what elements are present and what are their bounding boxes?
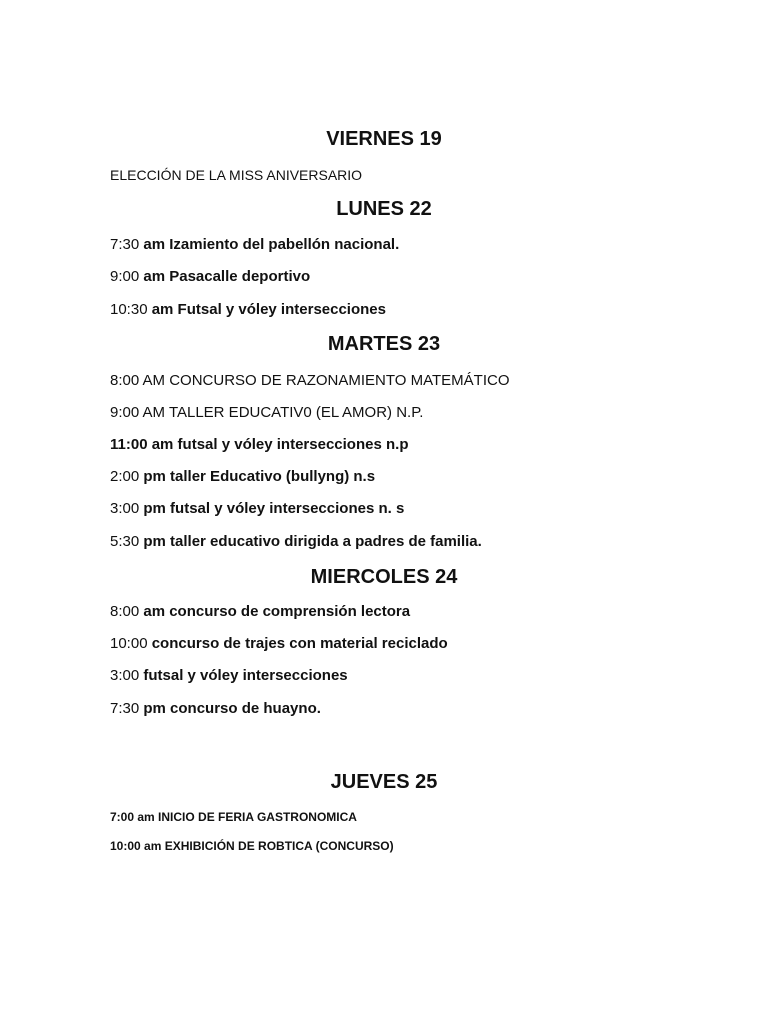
schedule-line (110, 267, 750, 287)
day-heading-lunes: LUNES 22 (336, 198, 432, 220)
event-time: 7:00 (110, 810, 135, 824)
event-text: am concurso de comprensión lectora (139, 603, 411, 620)
day-heading-jueves: JUEVES 25 (330, 771, 438, 793)
event-time: 3:00 (110, 500, 140, 517)
day-heading-martes: MARTES 23 (327, 333, 441, 355)
event-text: concurso de trajes con material reciclado (147, 635, 448, 652)
schedule-line (110, 836, 750, 856)
event-time: 2:00 (110, 468, 140, 485)
event-time: 5:30 (110, 533, 140, 550)
schedule-line (110, 666, 750, 686)
schedule-line (110, 403, 750, 423)
schedule-line (110, 602, 750, 622)
event-time: 8:00 (110, 603, 140, 620)
event-text: pm taller Educativo (bullyng) n.s (139, 468, 376, 485)
schedule-line (110, 435, 750, 455)
event-text: AM TALLER EDUCATIV0 (EL AMOR) N.P. (139, 404, 424, 421)
event-text: am Pasacalle deportivo (139, 268, 311, 285)
event-time: 9:00 (110, 268, 140, 285)
day-heading-viernes: VIERNES 19 (326, 128, 442, 150)
schedule-line (110, 499, 750, 519)
event-text: pm futsal y vóley intersecciones n. s (139, 500, 405, 517)
schedule-line (110, 467, 750, 487)
event-time: 7:30 (110, 236, 140, 253)
event-text: am futsal y vóley intersecciones n.p (147, 436, 409, 453)
event-text: AM CONCURSO DE RAZONAMIENTO MATEMÁTICO (139, 372, 510, 389)
event-text: am Futsal y vóley intersecciones (147, 301, 386, 318)
event-text: am EXHIBICIÓN DE ROBTICA (CONCURSO) (140, 839, 394, 853)
schedule-line (110, 371, 750, 391)
event-text: pm taller educativo dirigida a padres de familia. (139, 533, 482, 550)
event-time: 10:00 (110, 635, 148, 652)
schedule-line (110, 807, 750, 827)
event-text: am INICIO DE FERIA GASTRONOMICA (134, 810, 357, 824)
event-time: 11:00 (110, 436, 148, 453)
event-text: pm concurso de huayno. (139, 700, 321, 717)
event-text: am Izamiento del pabellón nacional. (139, 236, 400, 253)
event-time: 8:00 (110, 372, 140, 389)
schedule-line (110, 699, 750, 719)
schedule-line (110, 634, 750, 654)
event-text: ELECCIÓN DE LA MISS ANIVERSARIO (110, 167, 363, 183)
schedule-line (110, 165, 750, 186)
schedule-line (110, 235, 750, 255)
schedule-line (110, 300, 750, 320)
event-time: 7:30 (110, 700, 140, 717)
event-time: 9:00 (110, 404, 140, 421)
event-text: futsal y vóley intersecciones (139, 667, 348, 684)
schedule-line (110, 532, 750, 552)
event-time: 10:30 (110, 301, 148, 318)
day-heading-miercoles: MIERCOLES 24 (310, 566, 458, 588)
event-time: 10:00 (110, 839, 141, 853)
event-time: 3:00 (110, 667, 140, 684)
